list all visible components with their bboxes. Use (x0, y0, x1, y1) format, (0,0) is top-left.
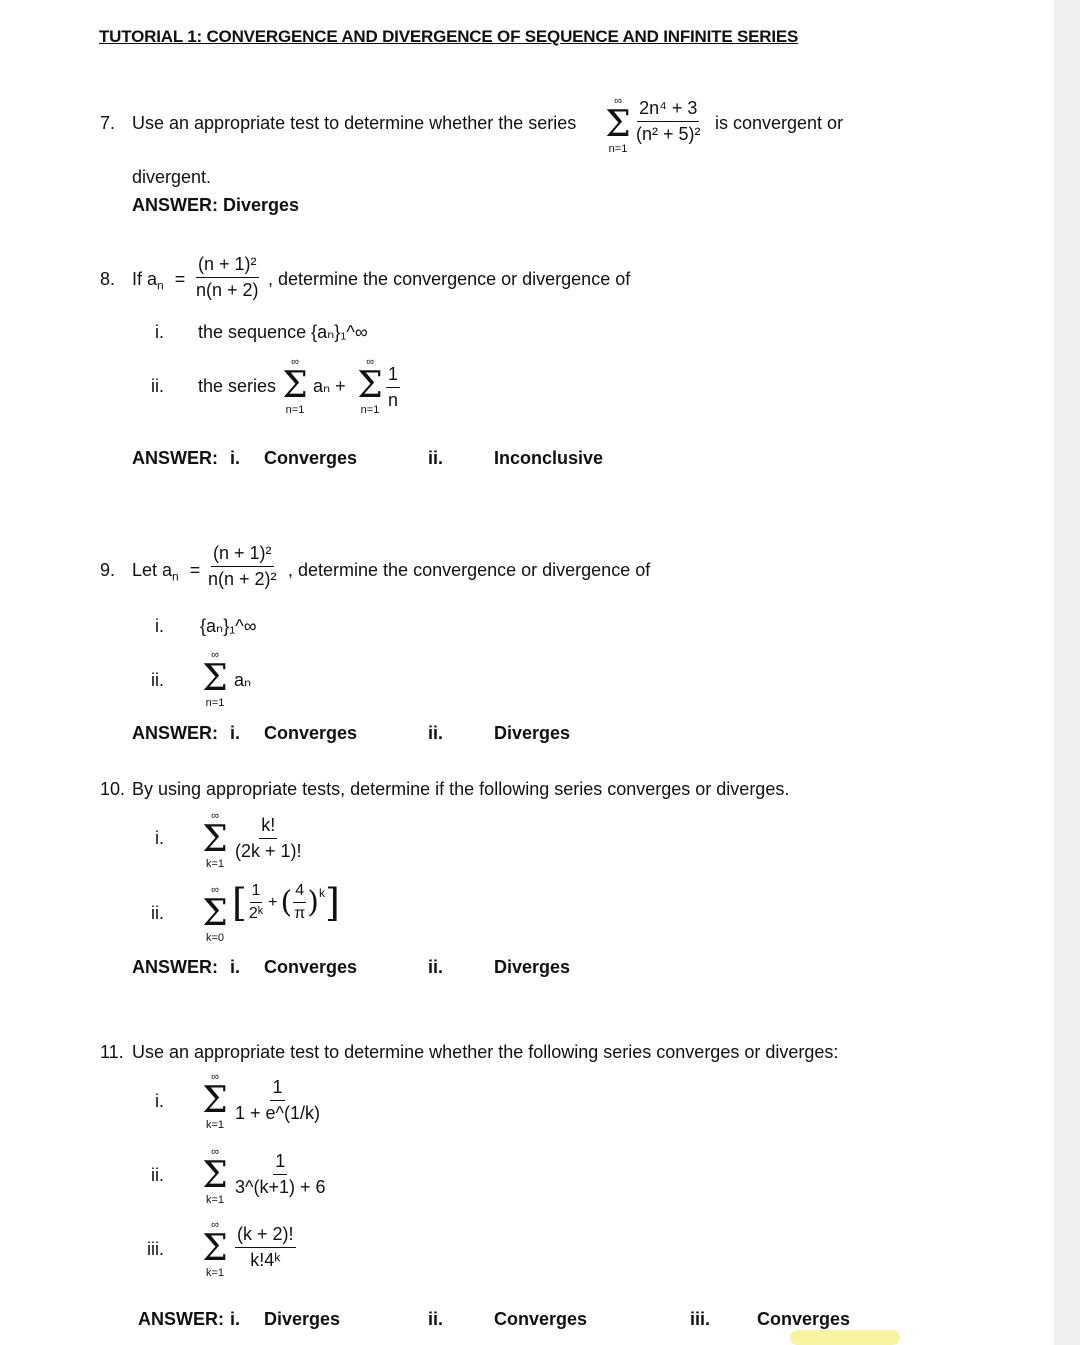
q8-fraction (194, 254, 261, 301)
q9-answer-ii: ii. (428, 723, 444, 743)
fraction-denominator: n(n + 2) (196, 280, 259, 300)
scrollbar-track[interactable] (1054, 0, 1080, 1345)
sigma-symbol: Σ (282, 365, 308, 406)
q8-text-after: , determine the convergence or divergence of (268, 269, 631, 289)
q11-answer-i-value: Diverges (264, 1309, 341, 1329)
q8-term: aₙ + (313, 376, 346, 396)
q11-item-ii-label: ii. (151, 1165, 164, 1185)
highlight-mark (790, 1330, 900, 1345)
q8-item-ii-label: ii. (151, 376, 164, 396)
fraction-numerator: 2n⁴ + 3 (637, 98, 699, 122)
q9-item-i-expr: {aₙ}₁^∞ (200, 616, 257, 636)
sigma-symbol: Σ (202, 1155, 228, 1196)
fraction-denominator: n(n + 2)² (208, 569, 277, 589)
q8-item-ii-text: the series (198, 376, 277, 396)
q9-item-ii-label: ii. (151, 670, 164, 690)
q11-item-i-label: i. (155, 1091, 164, 1111)
q11-number: 11. (100, 1042, 124, 1062)
q11-iii-sum: ∞ Σ k=1 (199, 1219, 231, 1279)
q8-lead: If $a_n$ = (132, 269, 186, 293)
q10-answer-ii-value: Diverges (494, 957, 571, 977)
q10-number: 10. (100, 779, 126, 799)
q11-answer-ii-value: Converges (494, 1309, 588, 1329)
sigma-symbol: Σ (357, 365, 383, 406)
q7-text-cont: divergent. (132, 167, 212, 187)
q8-sum-1: ∞ Σ n=1 (279, 356, 311, 416)
q8-answer-ii: ii. (428, 448, 444, 468)
q7-number: 7. (100, 113, 116, 133)
sigma-symbol: Σ (605, 104, 631, 145)
q11-ii-fraction: $\frac{1}{3\^{}(k+1) + 6}$ (235, 1151, 326, 1197)
q9-answer-i: i. (230, 723, 241, 743)
q10-answer-ii: ii. (428, 957, 444, 977)
q7-fraction (634, 98, 703, 145)
fraction-numerator: (n + 1)² (211, 543, 274, 567)
q7-text: Use an appropriate test to determine whether the series (132, 113, 577, 133)
q10-answer-label: ANSWER: (132, 957, 218, 977)
sigma-symbol: Σ (202, 658, 228, 699)
q9-text-after: , determine the convergence or divergence of (288, 560, 651, 580)
sigma-symbol: Σ (202, 1228, 228, 1269)
q11-answer-iii: iii. (690, 1309, 711, 1329)
q10-ii-expr: [ $\frac{1}{\text{2ᵏ}}$ + ( $\frac{4}{\pi}$ ) $^k$ ] (232, 880, 340, 925)
q9-lead: Let $a_n$ = (132, 560, 201, 584)
fraction-denominator: (n² + 5)² (636, 124, 701, 144)
inf-symbol: ∞ (614, 95, 622, 107)
q8-item-i-label: i. (155, 322, 164, 342)
q11-ii-sum: ∞ Σ k=1 (199, 1146, 231, 1206)
q10-item-i-label: i. (155, 828, 164, 848)
q9-answer-label: ANSWER: (132, 723, 218, 743)
q10-i-sum: ∞ Σ k=1 (199, 810, 231, 870)
q10-ii-sum: ∞ Σ k=0 (199, 884, 231, 944)
q7-sum (600, 95, 636, 155)
q11-answer-label: ANSWER: (138, 1309, 224, 1329)
sum-lower-limit: n=1 (608, 143, 628, 155)
q8-answer-i-value: Converges (264, 448, 358, 468)
q11-item-iii-label: iii. (147, 1239, 164, 1259)
q9-number: 9. (100, 560, 116, 580)
sigma-symbol: Σ (202, 819, 228, 860)
q11-iii-fraction: $\frac{(k + 2)!}{\text{k!4ᵏ}}$ (237, 1224, 294, 1270)
q8-item-i: the sequence {aₙ}₁^∞ (198, 322, 368, 342)
sigma-symbol: Σ (202, 893, 228, 934)
q8-frac-1n: $\frac{1}{n}$ (388, 364, 399, 410)
q11-text: Use an appropriate test to determine whether the following series converges or diverges: (132, 1042, 839, 1062)
q8-answer-ii-value: Inconclusive (494, 448, 604, 468)
q10-i-fraction: $\frac{k!}{(2k + 1)!}$ (235, 815, 302, 861)
page-title: TUTORIAL 1: CONVERGENCE AND DIVERGENCE OF SEQUENCE AND INFINITE SERIES (99, 27, 799, 46)
sigma-symbol: Σ (202, 1080, 228, 1121)
q10-answer-i: i. (230, 957, 241, 977)
q9-answer-i-value: Converges (264, 723, 358, 743)
q9-answer-ii-value: Diverges (494, 723, 571, 743)
q7-answer: ANSWER: Diverges (132, 195, 300, 215)
q10-text: By using appropriate tests, determine if the following series converges or diverges. (132, 779, 790, 799)
q11-i-sum: ∞ Σ k=1 (199, 1071, 231, 1131)
q9-term: aₙ (234, 670, 252, 690)
q11-answer-i: i. (230, 1309, 241, 1329)
q9-sum: ∞ Σ n=1 (199, 649, 231, 709)
q9-item-i-label: i. (155, 616, 164, 636)
q11-answer-ii: ii. (428, 1309, 444, 1329)
q10-item-ii-label: ii. (151, 903, 164, 923)
sequence-expr: {aₙ}₁^∞ (311, 322, 368, 342)
q9-fraction (206, 543, 279, 590)
q11-answer-iii-value: Converges (757, 1309, 851, 1329)
q7-text-after: is convergent or (715, 113, 844, 133)
fraction-numerator: (n + 1)² (196, 254, 259, 278)
q8-answer-label: ANSWER: (132, 448, 218, 468)
q11-i-fraction: $\frac{1}{1 + e\^{}(1/k)}$ (235, 1077, 320, 1123)
q8-number: 8. (100, 269, 116, 289)
q10-answer-i-value: Converges (264, 957, 358, 977)
q8-answer-i: i. (230, 448, 241, 468)
q8-sum-2: ∞ Σ n=1 (354, 356, 386, 416)
